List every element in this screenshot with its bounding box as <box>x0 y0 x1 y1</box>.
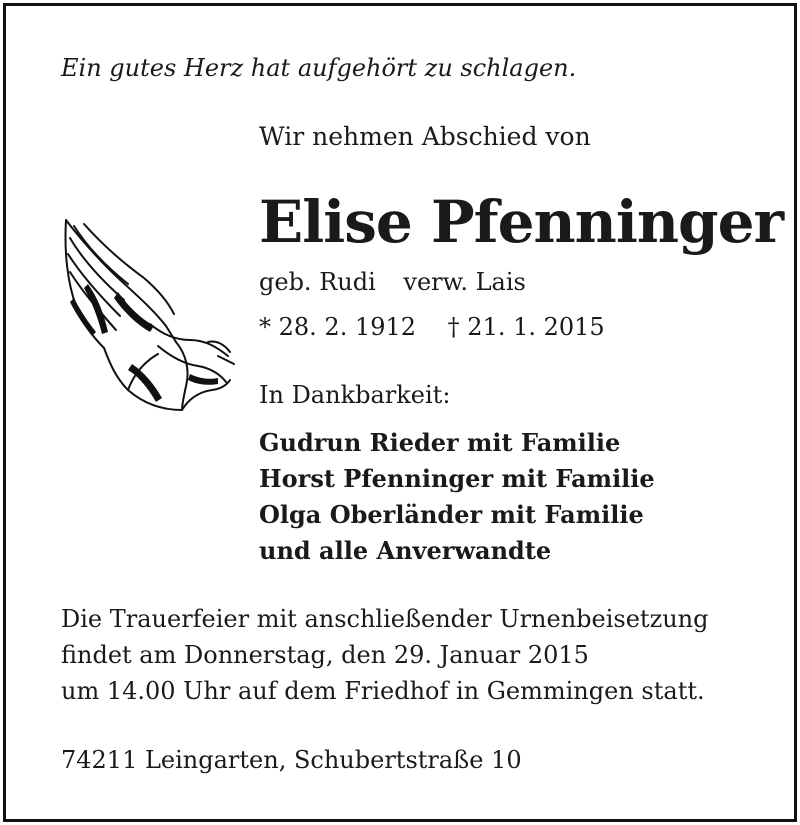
birth-name: geb. Rudi <box>259 268 376 296</box>
praying-hands-icon <box>58 214 238 424</box>
deceased-name: Elise Pfenninger <box>259 188 784 256</box>
birth-date: * 28. 2. 1912 <box>259 313 417 341</box>
ceremony-line: findet am Donnerstag, den 29. Januar 2015 <box>61 641 589 669</box>
mourner-item: und alle Anverwandte <box>259 536 552 565</box>
motto: Ein gutes Herz hat aufgehört zu schlagen. <box>61 54 577 82</box>
life-dates <box>259 313 605 341</box>
name-details <box>259 268 526 296</box>
mourners-list <box>259 425 655 569</box>
obituary-card <box>3 3 797 822</box>
death-date: † 21. 1. 2015 <box>447 313 605 341</box>
mourner-item: Olga Oberländer mit Familie <box>259 500 644 529</box>
ceremony-line: um 14.00 Uhr auf dem Friedhof in Gemmingen statt. <box>61 677 705 705</box>
mourner-item: Horst Pfenninger mit Familie <box>259 464 655 493</box>
intro-text: Wir nehmen Abschied von <box>259 122 591 151</box>
address: 74211 Leingarten, Schubertstraße 10 <box>61 746 522 774</box>
thanks-label: In Dankbarkeit: <box>259 381 451 409</box>
ceremony-info <box>61 601 708 709</box>
mourner-item: Gudrun Rieder mit Familie <box>259 428 621 457</box>
ceremony-line: Die Trauerfeier mit anschließender Urnenbeisetzung <box>61 605 709 633</box>
widowed-name: verw. Lais <box>403 268 526 296</box>
